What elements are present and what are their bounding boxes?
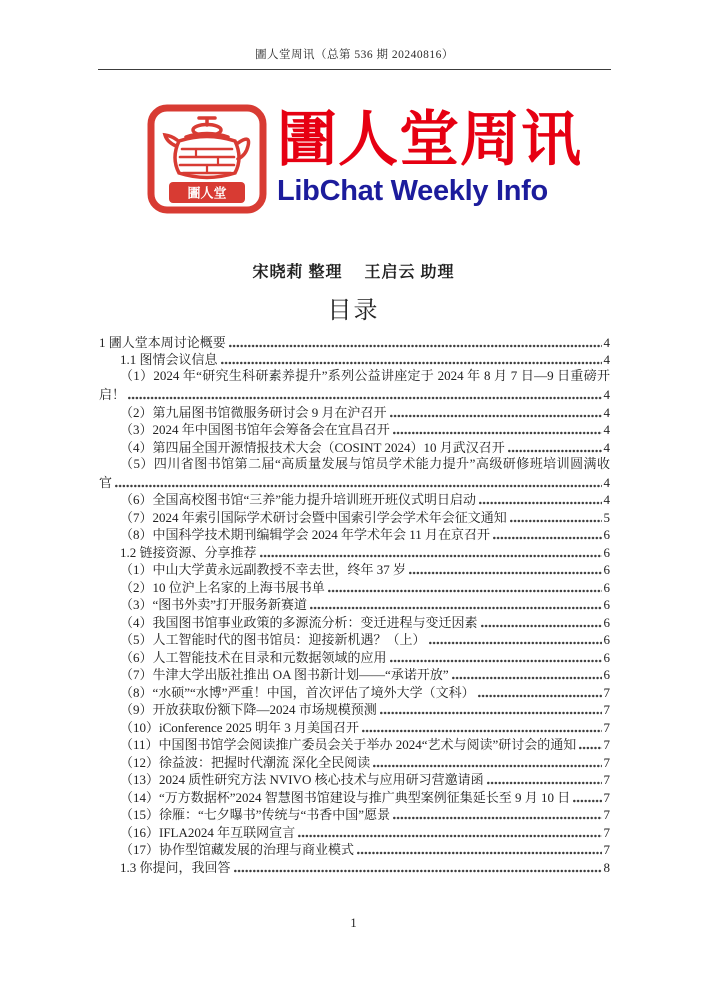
toc-page-number: 4 [603, 492, 610, 507]
toc-page-number: 7 [603, 719, 610, 735]
toc-entry-label: 启！ [99, 387, 126, 402]
toc-entry [99, 403, 610, 421]
masthead [146, 103, 582, 215]
toc-entry [99, 771, 610, 789]
toc-dot-leader [393, 430, 602, 436]
toc-entry-label: （4）我国图书馆事业政策的多源流分析：变迁进程与变迁因素 [120, 614, 478, 630]
toc-entry-label: 1.1 图情会议信息 [120, 352, 218, 367]
toc-entry-label: （8）中国科学技术期刊编辑学会 2024 年学术年会 11 月在京召开 [120, 527, 491, 542]
toc-page-number: 6 [603, 597, 610, 612]
toc-dot-leader [452, 675, 602, 681]
toc-entry-continuation [99, 473, 610, 491]
toc-dot-leader [357, 850, 601, 856]
toc-entry-continuation [99, 386, 610, 404]
toc-page-number: 7 [603, 824, 610, 840]
toc-dot-leader [390, 658, 602, 664]
toc-title: 目录 [327, 298, 380, 324]
toc-entry: （5）四川省图书馆第二届“高质量发展与馆员学术能力提升”高级研修班培训圆满收 [120, 455, 610, 471]
byline: 宋晓莉 整理 王启云 助理 [252, 264, 455, 281]
masthead-subtitle: LibChat Weekly Info [277, 175, 548, 207]
seal-label-text: 圕人堂 [187, 185, 227, 201]
toc-entry-label: （3）“图书外卖”打开服务新赛道 [120, 597, 308, 612]
toc-entry-label: （2）第九届图书馆微服务研讨会 9 月在沪召开 [120, 404, 387, 420]
toc-dot-leader [221, 360, 602, 366]
toc-dot-leader [479, 500, 601, 506]
toc-dot-leader [429, 640, 602, 646]
toc-entry [99, 701, 610, 719]
toc-page-number: 6 [603, 649, 610, 665]
toc-dot-leader [310, 605, 601, 611]
toc-entry-label: 1.3 你提问，我回答 [120, 859, 231, 875]
toc-dot-leader [128, 395, 601, 401]
toc-page-number: 6 [603, 667, 610, 682]
toc-dot-leader [234, 868, 602, 874]
toc-page-number: 7 [603, 754, 610, 770]
toc-entry [99, 561, 610, 579]
toc-page-number: 4 [603, 422, 610, 437]
toc-entry [99, 421, 610, 439]
toc-dot-leader [115, 483, 601, 489]
toc-page-number: 6 [603, 579, 610, 595]
toc-entry [99, 351, 610, 369]
toc-entry-label: （1）中山大学黄永远副教授不幸去世，终年 37 岁 [120, 562, 407, 577]
header-title: 圕人堂周讯（总第 536 期 20240816） [255, 49, 454, 61]
toc-entry-label: （3）2024 年中国图书馆年会筹备会在宜昌召开 [120, 422, 390, 437]
toc-page-number: 7 [603, 702, 610, 717]
toc-entry-label: （9）开放获取份额下降—2024 市场规模预测 [120, 702, 377, 717]
toc-page-number: 7 [603, 772, 610, 787]
toc-entry: （1）2024 年“研究生科研素养提升”系列公益讲座定于 2024 年 8 月 7 日—9 日重磅开 [120, 368, 610, 383]
masthead-title: 圕人堂周讯 [277, 106, 582, 173]
toc-entry-label: （6）全国高校图书馆“三养”能力提升培训班开班仪式明日启动 [120, 492, 477, 507]
toc-entry [99, 596, 610, 614]
toc-entry-label: 1.2 链接资源、分享推荐 [120, 544, 257, 560]
toc-dot-leader [579, 745, 601, 751]
toc-dot-leader [373, 763, 601, 769]
toc-dot-leader [362, 728, 601, 734]
toc-entry [99, 841, 610, 859]
toc-entry-label: （8）“水硕”“水博”严重！中国，首次评估了境外大学（文科） [120, 684, 475, 700]
toc-entry-label: （16）IFLA2024 年互联网宣言 [120, 824, 296, 840]
toc-entry-label: （13）2024 质性研究方法 NVIVO 核心技术与应用研习营邀请函 [120, 772, 484, 787]
toc-entry [99, 526, 610, 544]
toc-page-number: 5 [603, 509, 610, 525]
toc-page-number: 6 [603, 632, 610, 647]
toc-dot-leader [487, 780, 602, 786]
toc-entry [99, 648, 610, 666]
toc-entry [99, 823, 610, 841]
toc-page-number: 6 [603, 544, 610, 560]
toc-page-number: 4 [603, 404, 610, 420]
toc-dot-leader [298, 833, 601, 839]
toc-entry [99, 753, 610, 771]
toc-entry [99, 631, 610, 649]
toc-entry-label: （17）协作型馆藏发展的治理与商业模式 [120, 842, 355, 857]
toc-entry [99, 491, 610, 509]
toc-page-number: 7 [603, 807, 610, 822]
toc-page-number: 6 [603, 562, 610, 577]
toc-entry [99, 333, 610, 351]
toc-page-number: 6 [603, 527, 610, 542]
toc-entry [99, 806, 610, 824]
toc-dot-leader [229, 343, 602, 349]
toc-dot-leader [481, 623, 602, 629]
toc-dot-leader [573, 798, 601, 804]
toc-entry-label: （12）徐益波：把握时代潮流 深化全民阅读 [120, 754, 371, 770]
toc-entry-label: （6）人工智能技术在目录和元数据领域的应用 [120, 649, 387, 665]
toc-page-number: 7 [603, 842, 610, 857]
toc-page-number: 4 [603, 439, 610, 455]
toc-page-number: 4 [603, 334, 610, 350]
toc-page-number: 4 [603, 352, 610, 367]
toc-dot-leader [328, 588, 602, 594]
libchat-seal-logo [146, 103, 268, 215]
toc-entry [99, 543, 610, 561]
toc-entry [99, 666, 610, 684]
masthead-text [277, 103, 582, 208]
toc-page-number: 7 [603, 789, 610, 805]
toc-entry [99, 683, 610, 701]
toc-dot-leader [493, 535, 601, 541]
toc-entry [99, 578, 610, 596]
toc-page-number: 8 [603, 859, 610, 875]
toc-page-number: 6 [603, 614, 610, 630]
toc-page-number: 7 [603, 684, 610, 700]
toc-entry-label: （5）人工智能时代的图书馆员：迎接新机遇？（上） [120, 632, 426, 647]
toc-page-number: 4 [603, 474, 610, 490]
toc-entry [99, 508, 610, 526]
toc-dot-leader [508, 448, 602, 454]
toc-page-number: 7 [603, 737, 610, 752]
toc-entry [99, 788, 610, 806]
toc-page-number: 4 [603, 387, 610, 402]
toc-entry-label: （7）2024 年索引国际学术研讨会暨中国索引学会学术年会征文通知 [120, 509, 507, 525]
page-header [98, 46, 611, 70]
toc-entry-label: （2）10 位沪上名家的上海书展书单 [120, 579, 325, 595]
toc-dot-leader [260, 553, 602, 559]
toc-entry-label: 官 [99, 474, 113, 490]
toc-dot-leader [380, 710, 602, 716]
toc-entry [99, 438, 610, 456]
toc-dot-leader [393, 815, 601, 821]
toc-entry [99, 858, 610, 876]
toc-entry-label: （11）中国图书馆学会阅读推广委员会关于举办 2024“艺术与阅读”研讨会的通知 [120, 737, 577, 752]
toc-entry-label: 1 圕人堂本周讨论概要 [99, 334, 226, 350]
toc-entry-label: （10）iConference 2025 明年 3 月美国召开 [120, 719, 360, 735]
toc-dot-leader [409, 570, 601, 576]
toc-entry [99, 613, 610, 631]
toc-dot-leader [390, 413, 602, 419]
toc-entry [99, 736, 610, 754]
toc-entry-label: （7）牛津大学出版社推出 OA 图书新计划——“承诺开放” [120, 667, 449, 682]
toc-dot-leader [510, 518, 602, 524]
toc-entry-label: （15）徐雁：“七夕曝书”传统与“书香中国”愿景 [120, 807, 391, 822]
toc-dot-leader [478, 693, 602, 699]
toc-entry-label: （4）第四届全国开源情报技术大会（COSINT 2024）10 月武汉召开 [120, 439, 505, 455]
toc-entry-label: （14）“万方数据杯”2024 智慧图书馆建设与推广典型案例征集延长至 9 月 10 日 [120, 789, 571, 805]
page-number: 1 [350, 916, 357, 930]
toc-entry [99, 718, 610, 736]
table-of-contents [99, 333, 610, 876]
